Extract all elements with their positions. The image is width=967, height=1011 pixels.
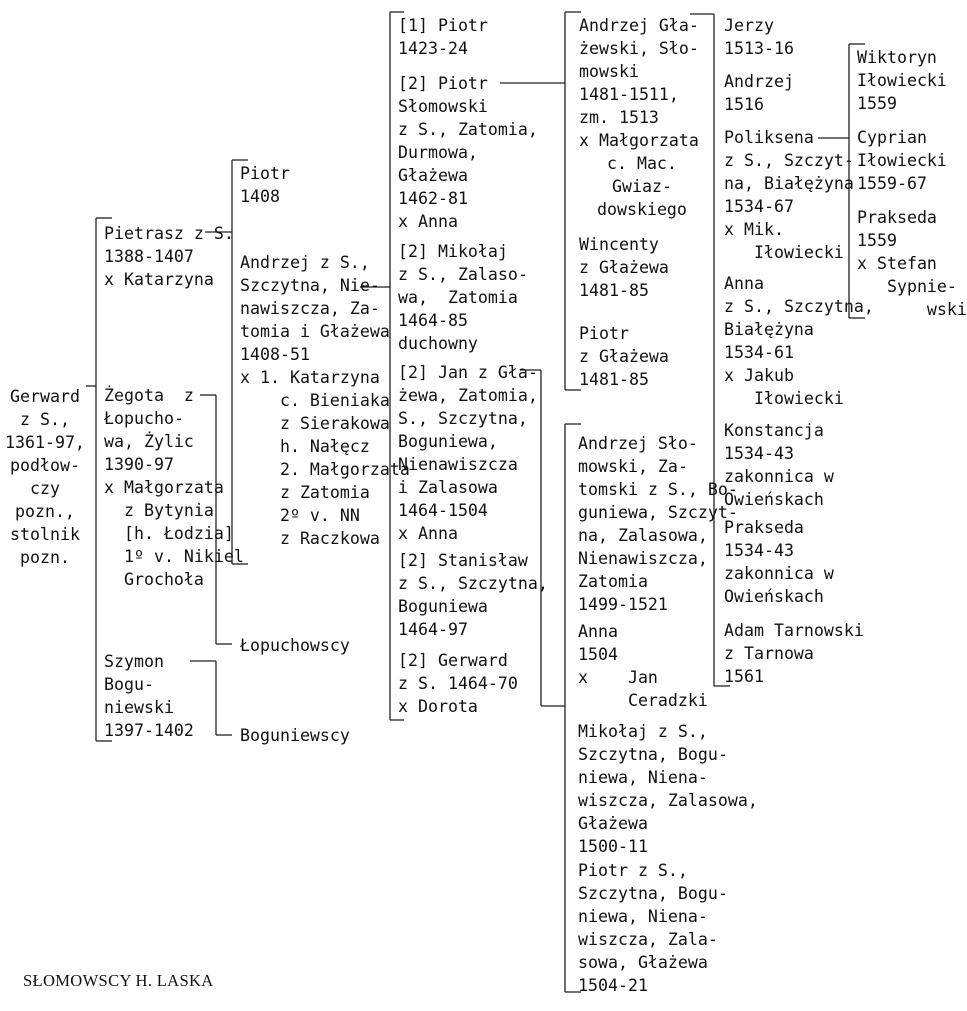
person-poliksena: Poliksena z S., Szczyt- na, Białężyna 1534-67 x Mik. Iłowiecki: [724, 128, 854, 262]
person-mikolaj-1464: [2] Mikołaj z S., Zalaso- wa, Zatomia 1464-85 duchowny: [398, 242, 528, 353]
person-piotr-glazewa: Piotr z Głażewa 1481-85: [579, 324, 669, 389]
diagram-title: SŁOMOWSCY H. LASKA: [23, 971, 214, 990]
person-zegota: Żegota z Łopucho- wa, Żylic 1390-97 x Małgorzata z Bytynia [h. Łodzia] 1º v. Nikiel Grochoła: [104, 386, 244, 589]
person-andrzej-slomowski: Andrzej Sło- mowski, Za- tomski z S., Bo- guniewa, Szczyt- na, Zalasowa, Nienawiszcza, Zatomia 1499-1521: [578, 434, 738, 614]
person-piotr-slomowski: [2] Piotr Słomowski z S., Zatomia, Durmowa, Głażewa 1462-81 x Anna: [398, 74, 538, 231]
person-andrzej-glazewski-wife: c. Mac. Gwiaz- dowskiego: [597, 154, 687, 219]
person-anna-1534: Anna z S., Szczytna, Białężyna 1534-61 x Jakub Iłowiecki: [724, 274, 874, 408]
person-stanislaw: [2] Stanisław z S., Szczytna, Boguniewa 1464-97: [398, 551, 548, 639]
person-anna-1504: Anna 1504 x Jan Ceradzki: [578, 622, 708, 710]
person-szymon: Szymon Bogu- niewski 1397-1402: [104, 652, 194, 740]
person-andrzej-1408: Andrzej z S., Szczytna, Nie- nawiszcza, Za- tomia i Głażewa 1408-51 x 1. Katarzyna c. Bieniaka z Sierakowa h. Nałęcz 2. Małgorzata z Zatomia 2º v. NN z Raczkowa: [240, 253, 410, 548]
person-gerward-1464: [2] Gerward z S. 1464-70 x Dorota: [398, 651, 518, 716]
person-jan-1464: [2] Jan z Gła- żewa, Zatomia, S., Szczytna, Boguniewa, Nienawiszcza i Zalasowa 1464-1504 x Anna: [398, 363, 538, 543]
person-adam-tarnowski: Adam Tarnowski z Tarnowa 1561: [724, 621, 864, 686]
person-mikolaj-1500: Mikołaj z S., Szczytna, Bogu- niewa, Niena- wiszcza, Zalasowa, Głażewa 1500-11: [578, 722, 758, 856]
family-lopuchowscy: Łopuchowscy: [240, 636, 350, 655]
family-boguniewscy: Boguniewscy: [240, 726, 350, 745]
person-piotr-1423: [1] Piotr 1423-24: [398, 16, 488, 58]
person-cyprian: Cyprian Iłowiecki 1559-67: [857, 128, 947, 193]
person-konstancja: Konstancja 1534-43 zakonnica w Owieńskach: [724, 421, 834, 509]
person-andrzej-1516: Andrzej 1516: [724, 72, 794, 114]
person-wincenty: Wincenty z Głażewa 1481-85: [579, 235, 669, 300]
person-piotr-1504: Piotr z S., Szczytna, Bogu- niewa, Niena- wiszcza, Zala- sowa, Głażewa 1504-21: [578, 861, 728, 995]
person-prakseda-1559: Prakseda 1559 x Stefan Sypnie- wski: [857, 208, 967, 319]
person-piotr-1408: Piotr 1408: [240, 164, 290, 206]
person-gerward: Gerward z S., 1361-97, podłow- czy pozn., stolnik pozn.: [5, 387, 85, 567]
person-jerzy: Jerzy 1513-16: [724, 16, 794, 58]
person-andrzej-glazewski: Andrzej Gła- żewski, Sło- mowski 1481-1511, zm. 1513 x Małgorzata: [579, 16, 699, 150]
person-pietrasz: Pietrasz z S. 1388-1407 x Katarzyna: [104, 224, 234, 289]
person-wiktoryn: Wiktoryn Iłowiecki 1559: [857, 48, 947, 113]
person-prakseda-1534: Prakseda 1534-43 zakonnica w Owieńskach: [724, 518, 834, 606]
